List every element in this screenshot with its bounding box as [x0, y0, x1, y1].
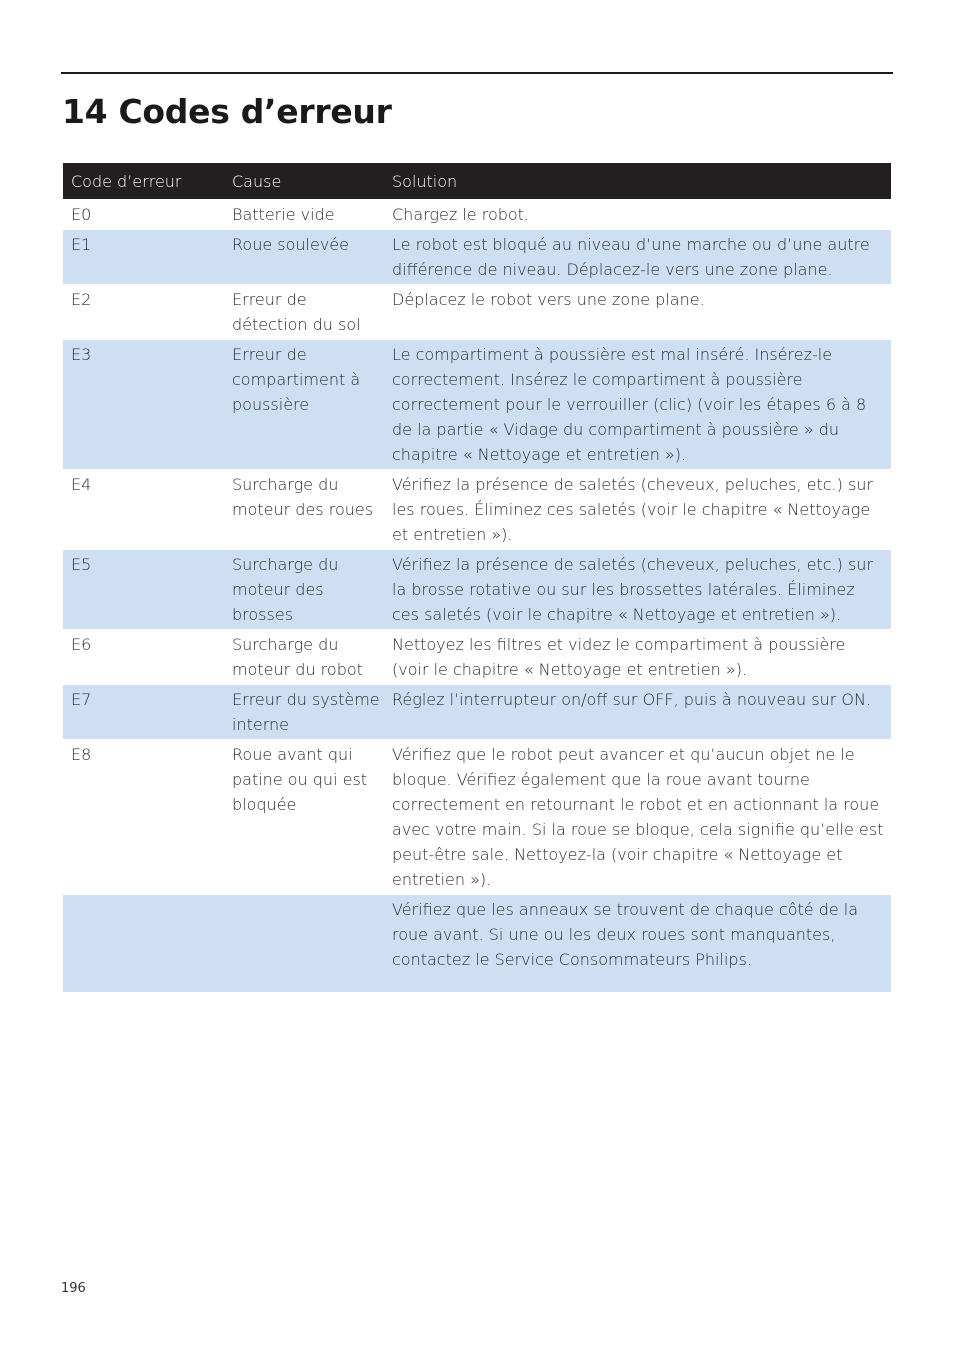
- row-cause: Erreur du système interne: [232, 690, 380, 734]
- row-cause: Erreur de détection du sol: [232, 290, 361, 334]
- row-solution: Vérifiez la présence de saletés (cheveux, peluches, etc.) sur la brosse rotative ou sur les brossettes latérales. Éliminez ces saletés (voir le chapitre « Nettoyage et entretien »).: [392, 555, 874, 624]
- table-row: [63, 550, 891, 630]
- table-header-row: [63, 163, 891, 200]
- page-number: 196: [61, 1281, 86, 1296]
- row-cause: Batterie vide: [232, 205, 335, 224]
- row-solution: Vérifiez la présence de saletés (cheveux, peluches, etc.) sur les roues. Éliminez ces saletés (voir le chapitre « Nettoyage et entretien »).: [392, 475, 874, 544]
- table-row: [63, 230, 891, 285]
- row-cause: Surcharge du moteur des roues: [232, 475, 374, 519]
- header-cause: Cause: [232, 171, 282, 191]
- row-cause: Roue soulevée: [232, 235, 349, 254]
- table-row: [63, 740, 891, 895]
- table-row: [63, 285, 891, 340]
- row-solution: Le robot est bloqué au niveau d’une marche ou d’une autre différence de niveau. Déplacez-le vers une zone plane.: [392, 235, 870, 279]
- row-solution: Chargez le robot.: [392, 205, 530, 224]
- top-rule: [61, 72, 893, 74]
- row-cause: Roue avant qui patine ou qui est bloquée: [232, 745, 368, 814]
- header-code: Code d’erreur: [71, 171, 182, 191]
- table-row: [63, 340, 891, 470]
- row-code: E7: [71, 690, 92, 709]
- row-code: E8: [71, 745, 92, 764]
- row-code: [63, 895, 224, 992]
- table-row: [63, 630, 891, 685]
- error-codes-table: [63, 163, 891, 993]
- row-solution: Vérifiez que les anneaux se trouvent de chaque côté de la roue avant. Si une ou les deux roues sont manquantes, contactez le Service Consommateurs Philips.: [392, 900, 859, 969]
- row-solution: Nettoyez les filtres et videz le compartiment à poussière (voir le chapitre « Nettoyage et entretien »).: [392, 635, 846, 679]
- row-code: E2: [71, 290, 92, 309]
- row-code: E6: [71, 635, 92, 654]
- table-row: [63, 470, 891, 550]
- table-row: [63, 200, 891, 230]
- row-solution: Vérifiez que le robot peut avancer et qu’aucun objet ne le bloque. Vérifiez également que la roue avant tourne correctement en retournant le robot et en actionnant la roue avec votre main. Si la roue se bloque, cela signifie qu’elle est peut-être sale. Nettoyez-la (voir chapitre « Nettoyage et entretien »).: [392, 745, 884, 889]
- table-row: [63, 895, 891, 993]
- row-cause: [224, 895, 384, 992]
- row-cause: Erreur de compartiment à poussière: [232, 345, 361, 414]
- page-title: 14 Codes d’erreur: [62, 92, 392, 131]
- row-code: E1: [71, 235, 92, 254]
- row-code: E3: [71, 345, 92, 364]
- table-row: [63, 685, 891, 740]
- row-solution: Réglez l’interrupteur on/off sur OFF, puis à nouveau sur ON.: [392, 690, 872, 709]
- row-code: E0: [71, 205, 92, 224]
- row-cause: Surcharge du moteur des brosses: [232, 555, 339, 624]
- row-code: E5: [71, 555, 92, 574]
- header-solution: Solution: [392, 171, 458, 191]
- row-code: E4: [71, 475, 92, 494]
- row-cause: Surcharge du moteur du robot: [232, 635, 363, 679]
- row-solution: Le compartiment à poussière est mal inséré. Insérez-le correctement. Insérez le compartiment à poussière correctement pour le verrouiller (clic) (voir les étapes 6 à 8 de la partie « Vidage du compartiment à poussière » du chapitre « Nettoyage et entretien »).: [392, 345, 867, 464]
- row-solution: Déplacez le robot vers une zone plane.: [392, 290, 705, 309]
